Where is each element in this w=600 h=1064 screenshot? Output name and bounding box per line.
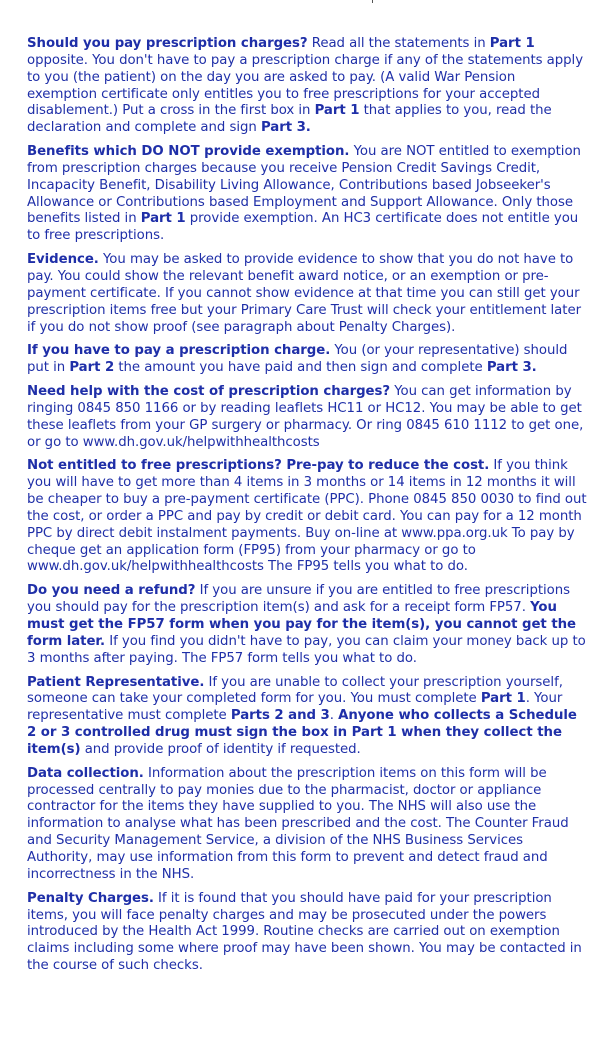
paragraph-have-to-pay — [27, 343, 589, 377]
bold-text: Data collection. — [27, 765, 144, 781]
body-text: If you are unsure if you are entitled to free prescriptions you should pay for the prescription item(s) and ask for a receipt form FP57. — [27, 583, 570, 616]
bold-text: Part 1 — [314, 103, 360, 119]
body-text: Read all the statements in — [307, 36, 490, 51]
body-text: You can get information by ringing 0845 850 1166 or by reading leaflets HC11 or HC12. You may be able to get these leaflets from your GP surgery or pharmacy. Or ring 0845 610 1112 to get one, or go to www.dh.gov.uk/helpwithhealthcosts — [27, 384, 584, 450]
paragraph-evidence — [27, 252, 589, 336]
bold-text: Should you pay prescription charges? — [27, 36, 308, 51]
paragraph-patient-representative — [27, 675, 589, 759]
leaflet-body — [27, 36, 589, 982]
bold-text: Need help with the cost of prescription charges? — [27, 384, 391, 400]
paragraph-refund — [27, 583, 589, 667]
paragraph-pay-charges — [27, 36, 589, 137]
bold-text: If you have to pay a prescription charge. — [27, 343, 331, 359]
body-text: and provide proof of identity if requested. — [80, 741, 361, 757]
body-text: If you find you didn't have to pay, you can claim your money back up to 3 months after paying. The FP57 form tells you what to do. — [27, 633, 586, 666]
body-text: provide exemption. An HC3 certificate does not entitle you to free prescriptions. — [27, 211, 579, 244]
body-text: . — [329, 708, 339, 724]
bold-text: Not entitled to free prescriptions? Pre-pay to reduce the cost. — [27, 458, 490, 474]
body-text: Information about the prescription items on this form will be processed centrally to pay monies due to the pharmacist, doctor or appliance contractor for the items they have supplied to you. The NHS will also use the information to analyse what has been prescribed and the cost. The Counter Fraud and Security Management Service, a division of the NHS Business Services Authority, may use information from this form to prevent and detect fraud and incorrectness in the NHS. — [27, 765, 569, 882]
body-text: opposite. You don't have to pay a prescription charge if any of the statements apply to you (the patient) on the day you are asked to pay. (A valid War Pension exemption certificate only entitles you to free prescriptions for your accepted disablement.) Put a cross in the first box in — [27, 52, 584, 119]
bold-text: Penalty Charges. — [27, 890, 154, 906]
bold-text: Part 2 — [69, 360, 115, 376]
bold-text: Part 1 — [480, 691, 526, 707]
body-text: . Your representative must complete — [27, 691, 563, 724]
bold-text: Part 1 — [489, 36, 535, 51]
paragraph-penalty-charges — [27, 891, 589, 975]
body-text: You are NOT entitled to exemption from prescription charges because you receive Pension Credit Savings Credit, Incapacity Benefit, Disability Living Allowance, Contributions based Jobseeker's Allowance or Contributions based Employment and Support Allowance. Only those benefits listed in — [27, 144, 581, 227]
scan-mark — [372, 0, 373, 3]
bold-text: Part 3. — [486, 360, 537, 376]
paragraph-benefits-no-exemption — [27, 144, 589, 245]
paragraph-need-help — [27, 384, 589, 451]
body-text: that applies to you, read the declaration and complete and sign — [27, 103, 552, 136]
body-text: You may be asked to provide evidence to show that you do not have to pay. You could show the relevant benefit award notice, or an exemption or pre-payment certificate. If you cannot show evidence at that time you can still get your prescription items free but your Primary Care Trust will check your entitlement later if you do not show proof (see paragraph about Penalty Charges). — [27, 252, 581, 335]
bold-text: Do you need a refund? — [27, 583, 196, 599]
body-text: If you are unable to collect your prescription yourself, someone can take your completed form for you. You must complete — [27, 674, 563, 707]
body-text: If it is found that you should have paid for your prescription items, you will face penalty charges and may be prosecuted under the powers introduced by the Health Act 1999. Routine checks are carried out on exemption claims including some where proof may have been shown. You may be contacted in the course of such checks. — [27, 890, 582, 974]
body-text: the amount you have paid and then sign and complete — [114, 360, 487, 376]
body-text: You (or your representative) should put in — [27, 343, 568, 376]
bold-text: Part 1 — [140, 211, 186, 227]
bold-text: Part 3. — [260, 120, 311, 136]
bold-text: You must get the FP57 form when you pay for the item(s), you cannot get the form later. — [27, 600, 577, 649]
bold-text: Patient Representative. — [27, 674, 205, 690]
bold-text: Evidence. — [27, 252, 99, 268]
paragraph-pre-pay — [27, 458, 589, 576]
body-text: If you think you will have to get more than 4 items in 3 months or 14 items in 12 months it will be cheaper to buy a pre-payment certificate (PPC). Phone 0845 850 0030 to find out the cost, or order a PPC and pay by credit or debit card. You can pay for a 12 month PPC by direct debit instalment payments. Buy on-line at www.ppa.org.uk To pay by cheque get an application form (FP95) from your pharmacy or go to www.dh.gov.uk/helpwithhealthcosts The FP95 tells you what to do. — [27, 458, 587, 575]
bold-text: Anyone who collects a Schedule 2 or 3 controlled drug must sign the box in Part 1 when they collect the item(s) — [27, 708, 577, 757]
paragraph-data-collection — [27, 766, 589, 884]
bold-text: Parts 2 and 3 — [230, 708, 330, 724]
bold-text: Benefits which DO NOT provide exemption. — [27, 144, 350, 160]
